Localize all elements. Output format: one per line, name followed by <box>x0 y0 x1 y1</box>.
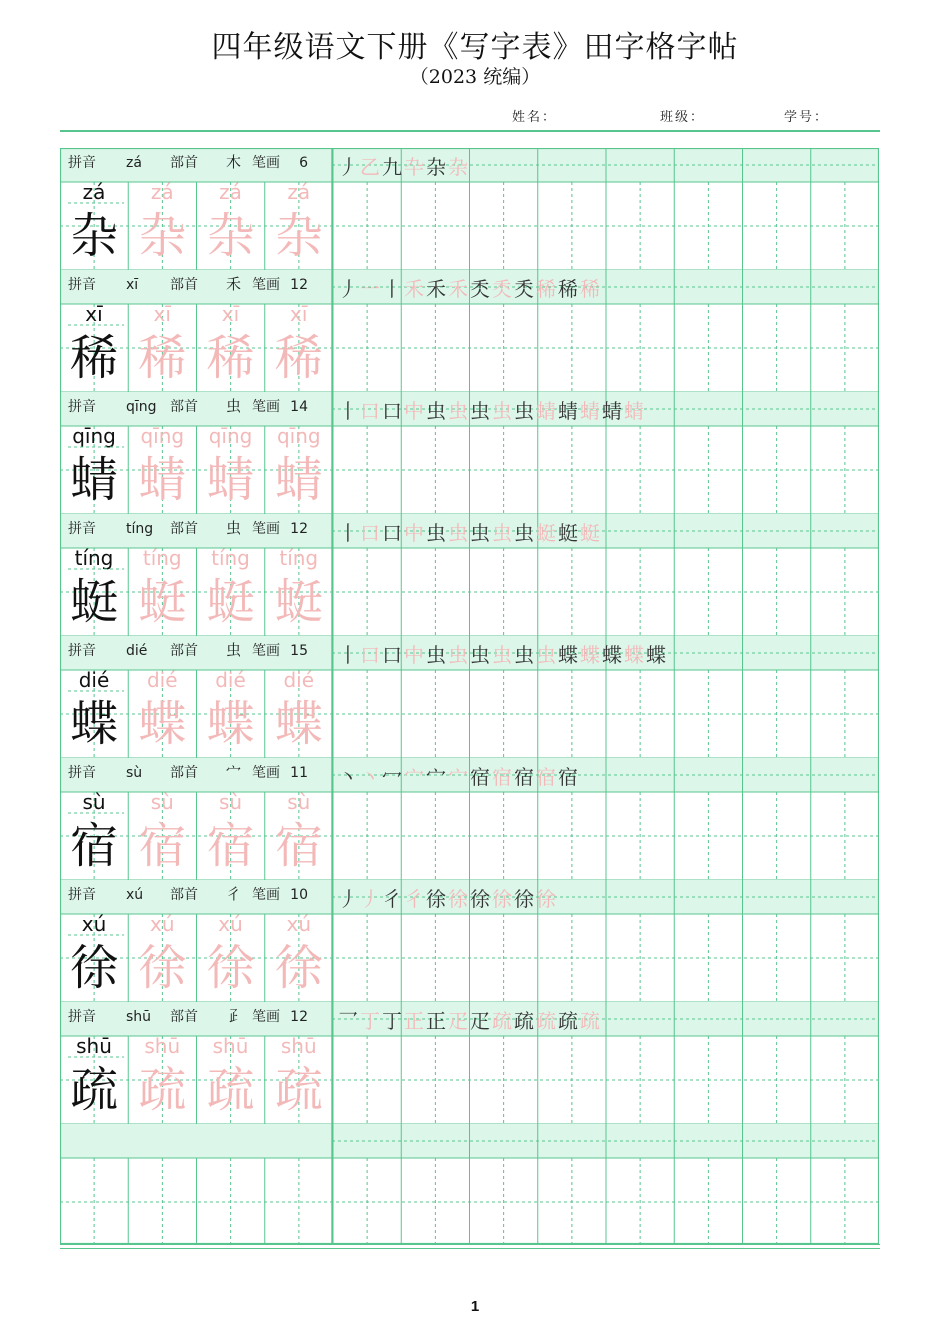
stroke-order-step: 中 <box>404 399 424 423</box>
trace-character: 蝶 <box>206 696 255 752</box>
strokes-value: 6 <box>299 155 308 171</box>
stroke-order-step: 丨 <box>338 521 358 545</box>
stroke-order-step: 宿 <box>536 765 556 789</box>
pinyin-label: 拼音 <box>68 765 96 781</box>
pinyin-trace: sù <box>287 790 311 814</box>
stroke-order-step: 虫 <box>448 399 468 423</box>
trace-character: 蜻 <box>274 452 323 508</box>
pinyin-trace: tíng <box>211 546 250 570</box>
pinyin-trace: qīng <box>276 424 321 448</box>
stroke-order-step: 疏 <box>558 1009 578 1033</box>
stroke-order-step: 虫 <box>426 521 446 545</box>
writing-grid-sheet <box>60 148 879 1244</box>
pinyin-display: qīng <box>72 424 116 448</box>
class-label: 班级： <box>660 110 706 125</box>
pinyin-trace: sù <box>218 790 243 814</box>
pinyin-display: zá <box>82 180 106 204</box>
radical-label: 部首 <box>170 765 198 781</box>
pinyin-trace: xú <box>149 912 175 936</box>
pinyin-value: qīng <box>126 399 157 415</box>
stroke-order-step: 口 <box>382 521 402 545</box>
trace-character: 蜓 <box>138 574 187 630</box>
pinyin-label: 拼音 <box>68 399 96 415</box>
pinyin-display: shū <box>76 1034 112 1058</box>
strokes-label: 笔画 <box>252 155 280 171</box>
model-character: 宿 <box>70 818 119 874</box>
student-number-label: 学号： <box>784 110 830 125</box>
strokes-label: 笔画 <box>252 887 280 903</box>
pinyin-trace: xī <box>221 302 240 326</box>
stroke-order-step: 丿 <box>360 887 380 911</box>
stroke-order-step: 蜓 <box>558 521 578 545</box>
stroke-order-step: 杂 <box>448 155 468 179</box>
stroke-order-step: 虫 <box>470 399 490 423</box>
pinyin-trace: dié <box>283 668 315 692</box>
stroke-order-step: 丨 <box>382 277 402 301</box>
stroke-order-step: 卆 <box>404 155 424 179</box>
radical-value: 禾 <box>226 275 242 293</box>
stroke-order-step: 彳 <box>404 887 424 911</box>
trace-character: 徐 <box>206 940 255 996</box>
stroke-order-step: 口 <box>360 643 380 667</box>
page-title: 四年级语文下册《写字表》田字格字帖 <box>211 30 739 65</box>
trace-character: 蝶 <box>274 696 323 752</box>
pinyin-display: xú <box>81 912 107 936</box>
stroke-order-step: 宀 <box>426 765 446 789</box>
stroke-order-step: 虫 <box>514 521 534 545</box>
stroke-order-step: 徐 <box>536 887 556 911</box>
strokes-value: 11 <box>290 765 308 781</box>
trace-character: 杂 <box>206 208 255 264</box>
pinyin-display: dié <box>78 668 110 692</box>
stroke-order-step: 蜻 <box>558 399 578 423</box>
pinyin-trace: xú <box>218 912 243 936</box>
strokes-value: 12 <box>290 521 308 537</box>
strokes-value: 14 <box>290 399 308 415</box>
stroke-order-step: 正 <box>404 1009 424 1033</box>
pinyin-label: 拼音 <box>68 277 96 293</box>
stroke-order-step: 秂 <box>470 277 490 301</box>
bottom-rule-2 <box>60 1248 880 1249</box>
stroke-order-step: 九 <box>382 155 402 179</box>
radical-label: 部首 <box>170 277 198 293</box>
stroke-order-step: 徐 <box>470 887 490 911</box>
bottom-rule <box>60 1244 880 1245</box>
stroke-order-step: 稀 <box>536 277 556 301</box>
stroke-order-step: 虫 <box>492 399 512 423</box>
strokes-value: 12 <box>290 1009 308 1025</box>
stroke-order-step: 虫 <box>470 643 490 667</box>
radical-label: 部首 <box>170 643 198 659</box>
radical-value: 彳 <box>226 885 242 903</box>
trace-character: 稀 <box>138 330 187 386</box>
page-subtitle: （2023 统编） <box>409 66 541 88</box>
stroke-order-step: 乛 <box>338 1009 358 1033</box>
trace-character: 蜓 <box>206 574 255 630</box>
stroke-order-step: 口 <box>382 399 402 423</box>
page-number: 1 <box>470 1298 480 1315</box>
stroke-order-step: 虫 <box>514 399 534 423</box>
stroke-order-step: 疏 <box>580 1009 600 1033</box>
pinyin-value: xú <box>126 887 144 903</box>
stroke-order-step: 徐 <box>514 887 534 911</box>
model-character: 蝶 <box>70 696 119 752</box>
stroke-order-step: 宿 <box>558 765 578 789</box>
stroke-order-step: 蝶 <box>558 643 578 667</box>
stroke-order-step: 宀 <box>404 765 424 789</box>
pinyin-trace: zá <box>219 180 242 204</box>
model-character: 蜻 <box>70 452 119 508</box>
trace-character: 杂 <box>138 208 187 264</box>
pinyin-trace: qīng <box>140 424 185 448</box>
pinyin-label: 拼音 <box>68 155 96 171</box>
stroke-order-step: 徐 <box>448 887 468 911</box>
stroke-order-step: 虫 <box>492 521 512 545</box>
stroke-order-step: 蜻 <box>602 399 622 423</box>
pinyin-trace: dié <box>146 668 178 692</box>
pinyin-trace: shū <box>212 1034 249 1058</box>
pinyin-label: 拼音 <box>68 643 96 659</box>
pinyin-value: dié <box>126 643 148 659</box>
trace-character: 宿 <box>138 818 187 874</box>
pinyin-display: sù <box>82 790 106 814</box>
pinyin-trace: sù <box>150 790 174 814</box>
stroke-order-step: 宿 <box>514 765 534 789</box>
model-character: 疏 <box>70 1062 119 1118</box>
radical-value: 虫 <box>226 397 242 415</box>
pinyin-value: shū <box>126 1009 152 1025</box>
stroke-order-step: 口 <box>360 399 380 423</box>
strokes-value: 12 <box>290 277 308 293</box>
stroke-order-step: 虫 <box>426 643 446 667</box>
stroke-order-step: 徐 <box>426 887 446 911</box>
strokes-label: 笔画 <box>252 1009 280 1025</box>
stroke-order-step: 疏 <box>536 1009 556 1033</box>
trace-character: 疏 <box>206 1062 255 1118</box>
stroke-order-step: 禾 <box>448 277 468 301</box>
pinyin-trace: zá <box>287 180 311 204</box>
stroke-order-step: 虫 <box>448 643 468 667</box>
stroke-order-step: 禾 <box>404 277 424 301</box>
pinyin-value: xī <box>126 277 139 293</box>
stroke-order-step: 丨 <box>338 643 358 667</box>
trace-character: 稀 <box>274 330 323 386</box>
strokes-label: 笔画 <box>252 643 280 659</box>
stroke-order-step: 秂 <box>514 277 534 301</box>
trace-character: 稀 <box>206 330 255 386</box>
model-character: 杂 <box>70 208 119 264</box>
stroke-order-step: 虫 <box>448 521 468 545</box>
stroke-order-step: 中 <box>404 643 424 667</box>
pinyin-display: tíng <box>74 546 114 570</box>
pinyin-trace: shū <box>280 1034 317 1058</box>
stroke-order-step: 宀 <box>448 765 468 789</box>
stroke-order-step: 口 <box>360 521 380 545</box>
radical-value: 𤴔 <box>226 1007 242 1025</box>
pinyin-value: sù <box>126 765 143 781</box>
pinyin-label: 拼音 <box>68 521 96 537</box>
radical-label: 部首 <box>170 521 198 537</box>
stroke-order-step: 丁 <box>382 1009 402 1033</box>
trace-character: 杂 <box>274 208 323 264</box>
radical-label: 部首 <box>170 887 198 903</box>
trace-character: 疏 <box>274 1062 323 1118</box>
stroke-order-step: 疏 <box>514 1009 534 1033</box>
stroke-order-step: 丶 <box>360 765 380 789</box>
trace-character: 蜻 <box>206 452 255 508</box>
pinyin-display: xī <box>85 302 103 326</box>
stroke-order-step: 口 <box>382 643 402 667</box>
pinyin-trace: xī <box>153 302 171 326</box>
stroke-order-step: 宿 <box>492 765 512 789</box>
stroke-order-step: 稀 <box>580 277 600 301</box>
stroke-order-step: 蝶 <box>646 643 666 667</box>
stroke-order-step: 虫 <box>470 521 490 545</box>
trace-character: 蝶 <box>138 696 187 752</box>
strokes-value: 15 <box>290 643 308 659</box>
trace-character: 徐 <box>274 940 323 996</box>
stroke-order-step: 丶 <box>338 765 358 789</box>
model-character: 稀 <box>70 330 119 386</box>
stroke-order-step: 乙 <box>360 155 380 179</box>
stroke-order-step: 中 <box>404 521 424 545</box>
pinyin-value: tíng <box>126 521 154 537</box>
model-character: 蜓 <box>70 574 119 630</box>
trace-character: 疏 <box>138 1062 187 1118</box>
stroke-order-step: 疏 <box>492 1009 512 1033</box>
stroke-order-step: 蝶 <box>624 643 644 667</box>
radical-label: 部首 <box>170 399 198 415</box>
radical-label: 部首 <box>170 155 198 171</box>
trace-character: 宿 <box>206 818 255 874</box>
pinyin-label: 拼音 <box>68 887 96 903</box>
pinyin-trace: zá <box>150 180 174 204</box>
pinyin-trace: dié <box>215 668 246 692</box>
stroke-order-step: 丁 <box>360 1009 380 1033</box>
trace-character: 徐 <box>138 940 187 996</box>
stroke-order-step: 蝶 <box>602 643 622 667</box>
stroke-order-step: 虫 <box>426 399 446 423</box>
stroke-order-step: 正 <box>426 1009 446 1033</box>
stroke-order-step: 禾 <box>426 277 446 301</box>
stroke-order-step: 蜓 <box>536 521 556 545</box>
stroke-order-step: 宿 <box>470 765 490 789</box>
header-rule <box>60 130 880 132</box>
stroke-order-step: 虫 <box>492 643 512 667</box>
radical-value: 虫 <box>226 641 242 659</box>
stroke-order-step: 一 <box>360 277 380 301</box>
stroke-order-step: 冖 <box>382 765 402 789</box>
stroke-order-step: 秂 <box>492 277 512 301</box>
pinyin-label: 拼音 <box>68 1009 96 1025</box>
pinyin-trace: xī <box>290 302 308 326</box>
radical-value: 宀 <box>226 763 242 781</box>
pinyin-trace: qīng <box>208 424 253 448</box>
strokes-label: 笔画 <box>252 399 280 415</box>
trace-character: 宿 <box>274 818 323 874</box>
stroke-order-step: 虫 <box>514 643 534 667</box>
stroke-order-step: 徐 <box>492 887 512 911</box>
stroke-order-step: 蜓 <box>580 521 600 545</box>
stroke-order-step: 丿 <box>338 155 358 179</box>
stroke-order-step: 蝶 <box>580 643 600 667</box>
trace-character: 蜻 <box>138 452 187 508</box>
trace-character: 蜓 <box>274 574 323 630</box>
stroke-order-step: 彳 <box>382 887 402 911</box>
stroke-order-step: 丿 <box>338 887 358 911</box>
pinyin-trace: tíng <box>279 546 319 570</box>
radical-value: 虫 <box>226 519 242 537</box>
stroke-order-step: 疋 <box>448 1009 468 1033</box>
name-label: 姓名： <box>512 110 558 125</box>
strokes-label: 笔画 <box>252 277 280 293</box>
pinyin-value: zá <box>126 155 142 171</box>
stroke-order-step: 稀 <box>558 277 578 301</box>
radical-label: 部首 <box>170 1009 198 1025</box>
stroke-order-step: 蜻 <box>536 399 556 423</box>
stroke-order-step: 杂 <box>426 155 446 179</box>
stroke-order-step: 丿 <box>338 277 358 301</box>
pinyin-trace: xú <box>286 912 312 936</box>
stroke-order-step: 蜻 <box>624 399 644 423</box>
stroke-order-step: 丨 <box>338 399 358 423</box>
strokes-value: 10 <box>290 887 308 903</box>
strokes-label: 笔画 <box>252 765 280 781</box>
stroke-order-step: 疋 <box>470 1009 490 1033</box>
pinyin-trace: tíng <box>142 546 182 570</box>
strokes-label: 笔画 <box>252 521 280 537</box>
stroke-order-step: 蜻 <box>580 399 600 423</box>
model-character: 徐 <box>70 940 119 996</box>
stroke-order-step: 虫 <box>536 643 556 667</box>
radical-value: 木 <box>226 153 242 171</box>
pinyin-trace: shū <box>144 1034 181 1058</box>
